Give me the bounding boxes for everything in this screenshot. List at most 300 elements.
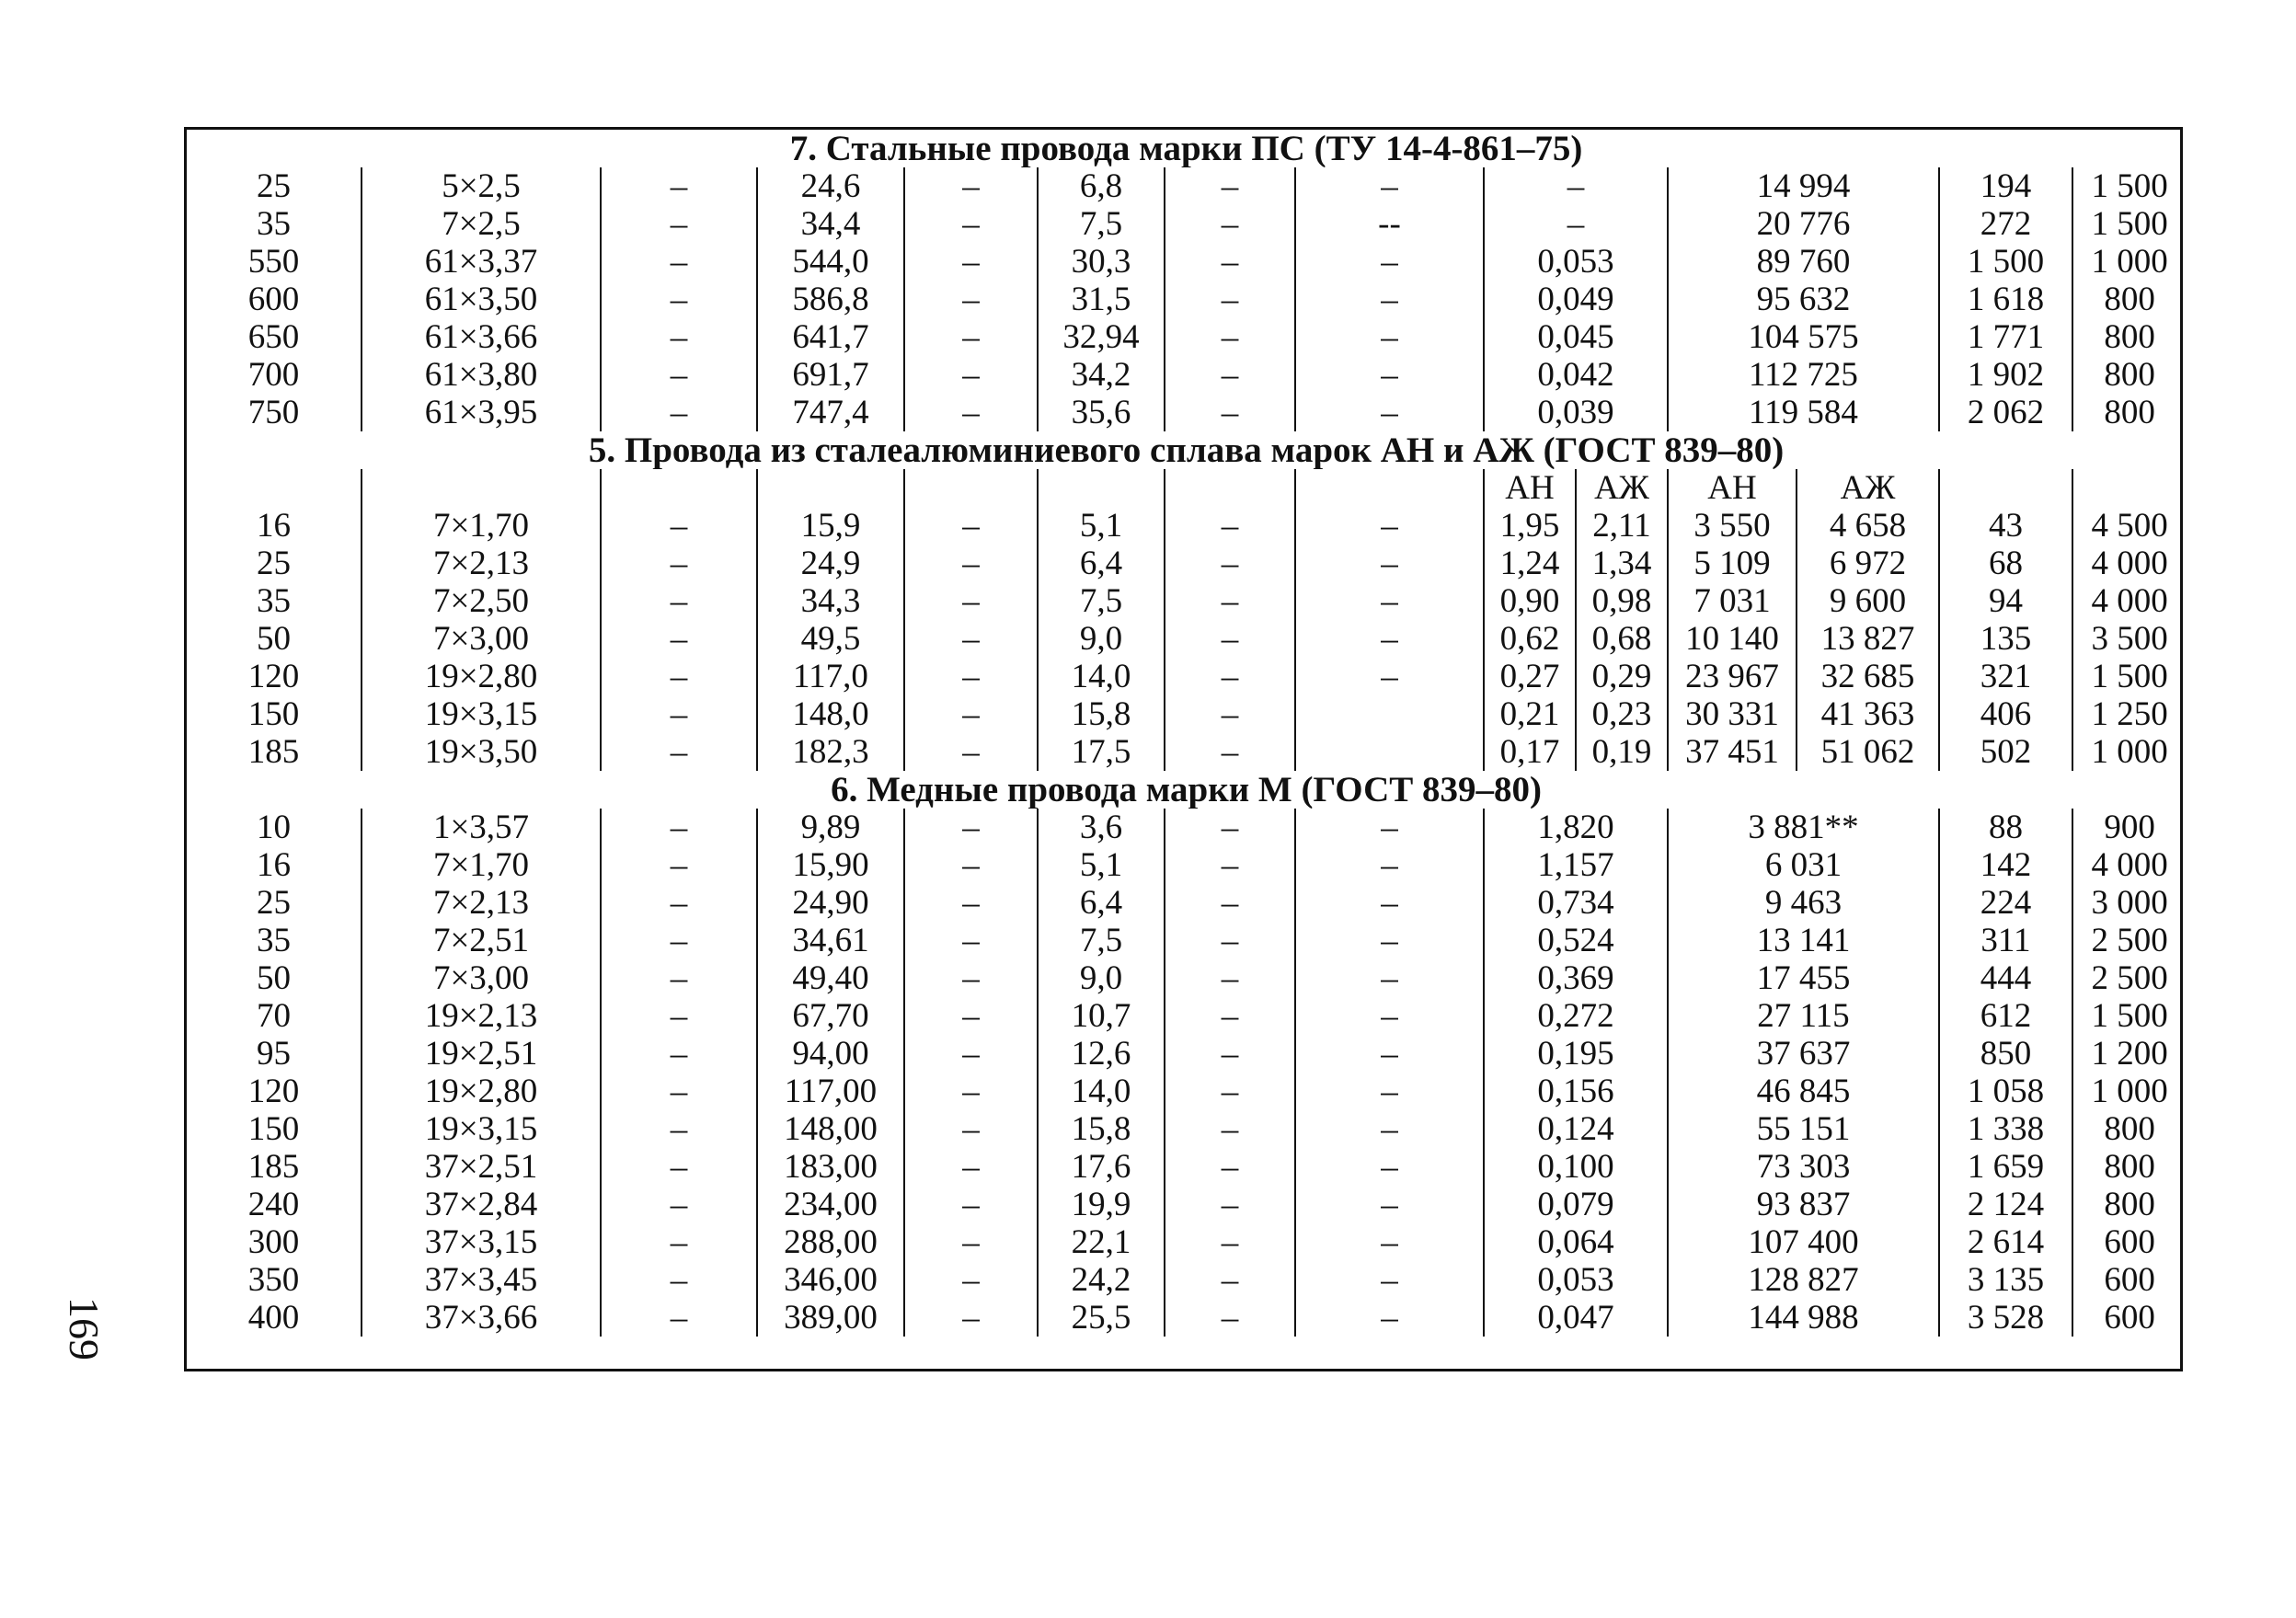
table-cell: 800 [2072, 1186, 2186, 1223]
table-cell: 0,039 [1484, 394, 1668, 431]
table-cell: 150 [247, 695, 300, 733]
table-cell: 142 [1939, 846, 2072, 884]
table-cell: – [1295, 846, 1484, 884]
table-cell: – [904, 1261, 1038, 1299]
table-cell: 0,195 [1484, 1035, 1668, 1073]
table-cell: 0,049 [1484, 281, 1668, 318]
table-row [187, 1148, 2186, 1186]
table-cell: – [904, 243, 1038, 281]
table-cell: 6,4 [1038, 545, 1165, 582]
table-cell: 350 [247, 1261, 300, 1299]
table-cell: 185 [247, 733, 300, 771]
table-cell: 444 [1939, 959, 2072, 997]
table-cell: – [1295, 922, 1484, 959]
table-cell: – [1295, 356, 1484, 394]
table-cell: – [1295, 620, 1484, 658]
table-cell: 16 [257, 507, 291, 545]
table-row [187, 884, 2186, 922]
table-row [187, 1035, 2186, 1073]
table-cell: – [1165, 281, 1295, 318]
table-cell: 747,4 [757, 394, 904, 431]
table-cell: 1 500 [2072, 167, 2186, 205]
table-cell: – [601, 205, 757, 243]
table-cell: 34,2 [1038, 356, 1165, 394]
subheader-empty-cell [757, 469, 904, 507]
wire-spec-table [187, 130, 2186, 1337]
table-cell: 25,5 [1038, 1299, 1165, 1337]
table-row [187, 922, 2186, 959]
table-cell: 691,7 [757, 356, 904, 394]
subheader-cell: АЖ [1576, 469, 1668, 507]
table-row [187, 733, 2186, 771]
table-cell: 182,3 [757, 733, 904, 771]
table-cell: – [1165, 1223, 1295, 1261]
table-cell: – [904, 1110, 1038, 1148]
table-cell: – [601, 356, 757, 394]
table-cell: – [1165, 620, 1295, 658]
table-cell: 117,00 [757, 1073, 904, 1110]
table-cell: 3 500 [2072, 620, 2186, 658]
table-cell: – [904, 582, 1038, 620]
table-cell: 4 658 [1797, 507, 1939, 545]
table-cell: -- [1295, 205, 1484, 243]
table-cell: 50 [257, 620, 291, 658]
table-cell: 0,053 [1484, 1261, 1668, 1299]
table-cell: 17,6 [1038, 1148, 1165, 1186]
table-cell: 23 967 [1668, 658, 1797, 695]
table-cell: 61×3,37 [362, 243, 601, 281]
table-cell: 14 994 [1668, 167, 1939, 205]
table-cell: – [904, 1223, 1038, 1261]
table-cell: – [1165, 545, 1295, 582]
table-cell: 17,5 [1038, 733, 1165, 771]
table-cell: – [1295, 281, 1484, 318]
table-cell: 1×3,57 [362, 809, 601, 846]
table-cell: – [904, 620, 1038, 658]
table-cell: 0,156 [1484, 1073, 1668, 1110]
table-cell: 1,157 [1484, 846, 1668, 884]
table-cell: – [1295, 507, 1484, 545]
table-cell: 112 725 [1668, 356, 1939, 394]
section-title: 7. Стальные провода марки ПС (ТУ 14-4-861–75) [789, 130, 1583, 167]
table-cell: 7,5 [1038, 582, 1165, 620]
table-cell: 2 500 [2072, 959, 2186, 997]
table-cell: 10,7 [1038, 997, 1165, 1035]
table-cell: 37×3,15 [362, 1223, 601, 1261]
table-cell: 9,0 [1038, 959, 1165, 997]
table-cell: 6,8 [1038, 167, 1165, 205]
subheader-empty-cell [601, 469, 757, 507]
table-cell: 35,6 [1038, 394, 1165, 431]
table-cell: 600 [2072, 1223, 2186, 1261]
table-cell: – [904, 884, 1038, 922]
table-cell: 288,00 [757, 1223, 904, 1261]
table-cell: 17 455 [1668, 959, 1939, 997]
table-cell: 51 062 [1797, 733, 1939, 771]
table-cell: 14,0 [1038, 1073, 1165, 1110]
table-cell: 0,064 [1484, 1223, 1668, 1261]
table-cell: 1 500 [2072, 205, 2186, 243]
table-cell: 0,047 [1484, 1299, 1668, 1337]
table-cell: 641,7 [757, 318, 904, 356]
table-cell: – [601, 959, 757, 997]
table-cell: 25 [257, 545, 291, 582]
table-cell: 4 000 [2072, 846, 2186, 884]
table-cell: 55 151 [1668, 1110, 1939, 1148]
table-cell: 3,6 [1038, 809, 1165, 846]
table-cell: 10 140 [1668, 620, 1797, 658]
table-cell: – [904, 733, 1038, 771]
table-row [187, 846, 2186, 884]
table-cell: 600 [2072, 1299, 2186, 1337]
table-cell: – [1165, 695, 1295, 733]
subheader-cell: АЖ [1797, 469, 1939, 507]
table-row [187, 1223, 2186, 1261]
wire-spec-table-frame [184, 127, 2183, 1371]
table-cell: 1 000 [2072, 733, 2186, 771]
table-cell: 41 363 [1797, 695, 1939, 733]
table-cell: – [1165, 356, 1295, 394]
table-cell: 19×2,13 [362, 997, 601, 1035]
table-cell: 89 760 [1668, 243, 1939, 281]
table-cell: 5 109 [1668, 545, 1797, 582]
table-cell: 185 [247, 1148, 300, 1186]
table-cell: 14,0 [1038, 658, 1165, 695]
table-cell: 7×1,70 [362, 846, 601, 884]
table-cell: 2 614 [1939, 1223, 2072, 1261]
table-cell: 50 [257, 959, 291, 997]
table-cell: 150 [247, 1110, 300, 1148]
table-cell: 0,27 [1484, 658, 1576, 695]
table-cell: 1 338 [1939, 1110, 2072, 1148]
table-cell [1295, 733, 1484, 771]
table-cell: 24,9 [757, 545, 904, 582]
table-cell: 0,734 [1484, 884, 1668, 922]
table-cell: 1,34 [1576, 545, 1668, 582]
table-cell: 3 881** [1668, 809, 1939, 846]
table-cell: 144 988 [1668, 1299, 1939, 1337]
table-cell: – [601, 1148, 757, 1186]
table-cell: 15,8 [1038, 1110, 1165, 1148]
table-cell: – [601, 1073, 757, 1110]
table-cell: – [1295, 1223, 1484, 1261]
table-cell: 13 827 [1797, 620, 1939, 658]
table-cell: 0,524 [1484, 922, 1668, 959]
table-cell: – [1165, 205, 1295, 243]
table-cell: – [601, 733, 757, 771]
table-cell: 9,0 [1038, 620, 1165, 658]
table-cell: 1 500 [2072, 658, 2186, 695]
table-cell: – [904, 1186, 1038, 1223]
table-cell: – [904, 394, 1038, 431]
table-cell: 22,1 [1038, 1223, 1165, 1261]
table-cell: – [1165, 959, 1295, 997]
table-cell: – [1165, 394, 1295, 431]
table-cell: 61×3,80 [362, 356, 601, 394]
table-cell: 4 000 [2072, 545, 2186, 582]
table-cell: 2 062 [1939, 394, 2072, 431]
table-cell: 88 [1939, 809, 2072, 846]
table-cell: 7,5 [1038, 922, 1165, 959]
table-cell: – [601, 545, 757, 582]
table-cell: 502 [1939, 733, 2072, 771]
table-cell: 43 [1939, 507, 2072, 545]
table-cell: 4 500 [2072, 507, 2186, 545]
table-cell: 3 528 [1939, 1299, 2072, 1337]
table-cell: – [1165, 1073, 1295, 1110]
table-cell: 194 [1939, 167, 2072, 205]
table-row [187, 394, 2186, 431]
table-cell: 6 031 [1668, 846, 1939, 884]
table-cell: – [1295, 1110, 1484, 1148]
table-cell: – [1295, 1186, 1484, 1223]
table-cell: – [1295, 959, 1484, 997]
table-cell: – [904, 1148, 1038, 1186]
table-cell: 0,17 [1484, 733, 1576, 771]
table-cell: 900 [2072, 809, 2186, 846]
table-cell: 800 [2072, 394, 2186, 431]
table-row [187, 997, 2186, 1035]
subheader-empty-cell [362, 469, 601, 507]
table-row [187, 1186, 2186, 1223]
table-cell: 24,2 [1038, 1261, 1165, 1299]
table-cell [1295, 695, 1484, 733]
table-cell: 19×2,51 [362, 1035, 601, 1073]
table-cell: 9 463 [1668, 884, 1939, 922]
table-cell: 2,11 [1576, 507, 1668, 545]
table-cell: 32,94 [1038, 318, 1165, 356]
table-cell: 34,4 [757, 205, 904, 243]
table-cell: 19,9 [1038, 1186, 1165, 1223]
table-cell: 1 250 [2072, 695, 2186, 733]
table-cell: – [1295, 167, 1484, 205]
table-cell: 7×2,51 [362, 922, 601, 959]
table-cell: 400 [247, 1299, 300, 1337]
table-cell: 1 659 [1939, 1148, 2072, 1186]
table-cell: 3 550 [1668, 507, 1797, 545]
table-cell: 7×2,13 [362, 545, 601, 582]
table-cell: 25 [257, 167, 291, 205]
table-cell: 1 000 [2072, 243, 2186, 281]
table-row [187, 507, 2186, 545]
table-cell: – [1165, 507, 1295, 545]
table-cell: 104 575 [1668, 318, 1939, 356]
table-cell: – [1295, 1073, 1484, 1110]
table-row [187, 167, 2186, 205]
table-cell: 600 [2072, 1261, 2186, 1299]
table-cell: – [1165, 1186, 1295, 1223]
table-cell: – [1295, 582, 1484, 620]
table-cell: 600 [247, 281, 300, 318]
table-cell: – [1295, 997, 1484, 1035]
table-cell: 6 972 [1797, 545, 1939, 582]
table-cell: 1 200 [2072, 1035, 2186, 1073]
table-cell: – [1165, 884, 1295, 922]
table-row [187, 1073, 2186, 1110]
table-cell: – [1165, 809, 1295, 846]
table-row [187, 545, 2186, 582]
table-cell: – [601, 620, 757, 658]
table-cell: 68 [1939, 545, 2072, 582]
table-cell: – [601, 1110, 757, 1148]
table-cell: 30,3 [1038, 243, 1165, 281]
table-cell: – [1165, 1299, 1295, 1337]
table-cell: – [1295, 318, 1484, 356]
table-cell: 19×2,80 [362, 658, 601, 695]
table-row [187, 620, 2186, 658]
table-cell: – [1165, 318, 1295, 356]
table-cell: – [904, 281, 1038, 318]
table-row [187, 959, 2186, 997]
table-cell: 34,61 [757, 922, 904, 959]
table-cell: 148,00 [757, 1110, 904, 1148]
table-cell: – [601, 809, 757, 846]
table-cell: – [904, 205, 1038, 243]
table-cell: – [601, 1299, 757, 1337]
table-cell: 346,00 [757, 1261, 904, 1299]
table-cell: 15,90 [757, 846, 904, 884]
table-cell: 35 [257, 922, 291, 959]
table-cell: 9 600 [1797, 582, 1939, 620]
table-cell: 224 [1939, 884, 2072, 922]
table-cell: 9,89 [757, 809, 904, 846]
table-cell: – [1165, 658, 1295, 695]
table-cell: 19×3,15 [362, 1110, 601, 1148]
table-cell: 7 031 [1668, 582, 1797, 620]
table-cell: 1 618 [1939, 281, 2072, 318]
table-cell: 0,68 [1576, 620, 1668, 658]
subheader-cell: АН [1484, 469, 1576, 507]
table-cell: 240 [247, 1186, 300, 1223]
table-cell: 31,5 [1038, 281, 1165, 318]
table-cell: 7×2,5 [362, 205, 601, 243]
table-cell: – [1165, 167, 1295, 205]
table-cell: 37×2,84 [362, 1186, 601, 1223]
table-cell: – [601, 997, 757, 1035]
table-cell: 19×3,15 [362, 695, 601, 733]
table-cell: – [1165, 582, 1295, 620]
table-cell: 16 [257, 846, 291, 884]
table-cell: – [1165, 1035, 1295, 1073]
table-cell: – [1484, 205, 1668, 243]
table-cell: – [1295, 1035, 1484, 1073]
table-cell: – [1295, 1299, 1484, 1337]
table-cell: 0,079 [1484, 1186, 1668, 1223]
table-body [187, 130, 2186, 1337]
table-cell: 311 [1939, 922, 2072, 959]
table-cell: – [1165, 1110, 1295, 1148]
table-cell: 7×3,00 [362, 959, 601, 997]
table-cell: 0,23 [1576, 695, 1668, 733]
table-cell: – [904, 809, 1038, 846]
table-row [187, 1261, 2186, 1299]
table-cell: – [601, 507, 757, 545]
table-cell: 650 [247, 318, 300, 356]
table-cell: 1 058 [1939, 1073, 2072, 1110]
table-cell: – [1295, 658, 1484, 695]
table-cell: 120 [247, 658, 300, 695]
table-cell: 2 500 [2072, 922, 2186, 959]
table-cell: – [904, 1299, 1038, 1337]
table-cell: 61×3,66 [362, 318, 601, 356]
table-cell: 13 141 [1668, 922, 1939, 959]
table-cell: 272 [1939, 205, 2072, 243]
table-cell: 0,21 [1484, 695, 1576, 733]
table-cell: 800 [2072, 356, 2186, 394]
table-cell: 7×3,00 [362, 620, 601, 658]
table-cell: 0,369 [1484, 959, 1668, 997]
table-cell: 19×3,50 [362, 733, 601, 771]
table-cell: – [904, 1035, 1038, 1073]
table-cell: – [601, 884, 757, 922]
table-cell: 0,98 [1576, 582, 1668, 620]
table-row [187, 205, 2186, 243]
table-cell: – [1295, 1261, 1484, 1299]
table-cell: 4 000 [2072, 582, 2186, 620]
table-cell: 0,100 [1484, 1148, 1668, 1186]
table-cell: 800 [2072, 318, 2186, 356]
table-cell: – [904, 658, 1038, 695]
table-cell: – [904, 997, 1038, 1035]
table-cell: – [1165, 733, 1295, 771]
table-cell: 3 135 [1939, 1261, 2072, 1299]
table-cell: 234,00 [757, 1186, 904, 1223]
table-cell: 3 000 [2072, 884, 2186, 922]
section-title-row [187, 130, 2186, 167]
table-cell: 61×3,50 [362, 281, 601, 318]
table-row [187, 318, 2186, 356]
table-cell: – [1295, 1148, 1484, 1186]
table-cell: 15,9 [757, 507, 904, 545]
table-cell: 5,1 [1038, 507, 1165, 545]
table-cell: – [601, 1261, 757, 1299]
table-cell: – [1484, 167, 1668, 205]
table-cell: 544,0 [757, 243, 904, 281]
table-cell: – [601, 1035, 757, 1073]
section-title: 5. Провода из сталеалюминиевого сплава марок АН и АЖ (ГОСТ 839–80) [588, 431, 1785, 469]
table-cell: – [601, 846, 757, 884]
table-cell: 30 331 [1668, 695, 1797, 733]
table-cell: 7,5 [1038, 205, 1165, 243]
table-cell: – [904, 507, 1038, 545]
table-cell: 0,272 [1484, 997, 1668, 1035]
table-cell: – [904, 167, 1038, 205]
table-cell: 1 902 [1939, 356, 2072, 394]
table-cell: 5,1 [1038, 846, 1165, 884]
table-cell: – [601, 394, 757, 431]
table-cell: 37×3,45 [362, 1261, 601, 1299]
table-cell: 120 [247, 1073, 300, 1110]
table-cell: 1 771 [1939, 318, 2072, 356]
table-cell: 34,3 [757, 582, 904, 620]
table-cell: 0,042 [1484, 356, 1668, 394]
table-cell: 183,00 [757, 1148, 904, 1186]
table-cell: 94,00 [757, 1035, 904, 1073]
table-cell: 800 [2072, 1148, 2186, 1186]
table-cell: 117,0 [757, 658, 904, 695]
table-cell: – [601, 318, 757, 356]
table-cell: 800 [2072, 1110, 2186, 1148]
table-cell: 1,95 [1484, 507, 1576, 545]
table-cell: – [1295, 394, 1484, 431]
table-row [187, 658, 2186, 695]
table-cell: 19×2,80 [362, 1073, 601, 1110]
table-cell: 27 115 [1668, 997, 1939, 1035]
table-row [187, 356, 2186, 394]
subheader-empty-cell [1165, 469, 1295, 507]
table-cell: 35 [257, 205, 291, 243]
table-cell: 10 [257, 809, 291, 846]
